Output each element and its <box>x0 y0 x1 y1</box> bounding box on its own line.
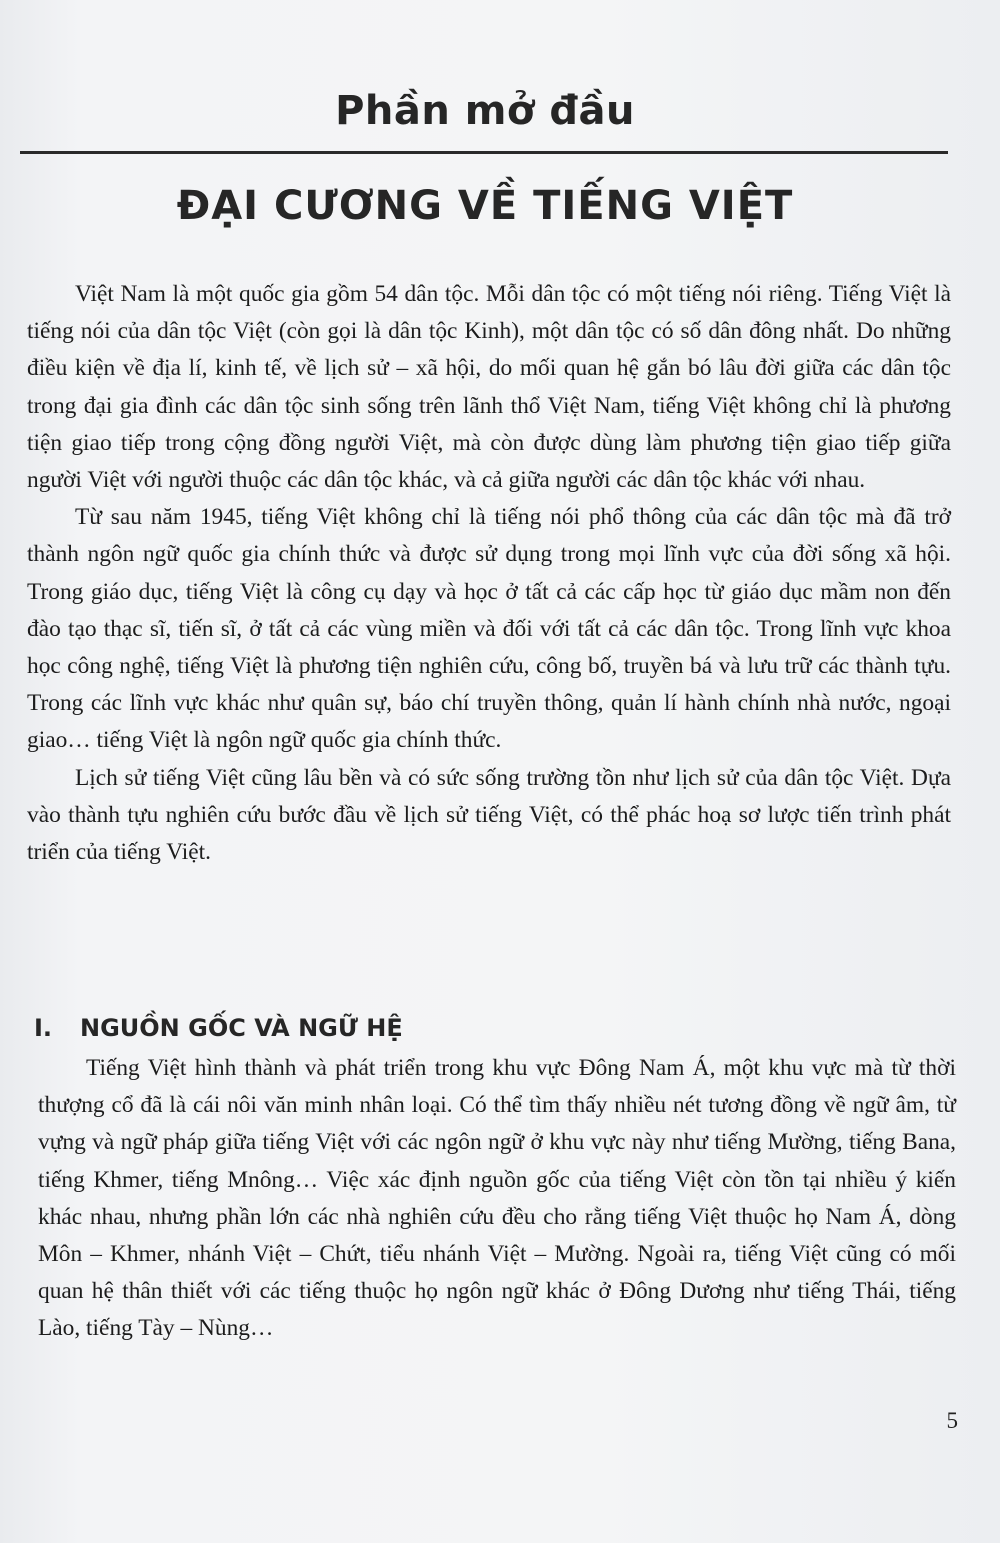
section-paragraph-1: Tiếng Việt hình thành và phát triển trong khu vực Đông Nam Á, một khu vực mà từ thời thượng cổ đã là cái nôi văn minh nhân loại. Có thể tìm thấy nhiều nét tương đồng về ngữ âm, từ vựng và ngữ pháp giữa tiếng Việt với các ngôn ngữ ở khu vực này như tiếng Mường, tiếng Bana, tiếng Khmer, tiếng Mnông… Việc xác định nguồn gốc của tiếng Việt còn tồn tại nhiều ý kiến khác nhau, nhưng phần lớn các nhà nghiên cứu đều cho rằng tiếng Việt thuộc họ Nam Á, dòng Môn – Khmer, nhánh Việt – Chứt, tiểu nhánh Việt – Mường. Ngoài ra, tiếng Việt cũng có mối quan hệ thân thiết với các tiếng thuộc họ ngôn ngữ khác ở Đông Dương như tiếng Thái, tiếng Lào, tiếng Tày – Nùng… <box>38 1055 956 1342</box>
intro-paragraph-3: Lịch sử tiếng Việt cũng lâu bền và có sức sống trường tồn như lịch sử của dân tộc Việt. Dựa vào thành tựu nghiên cứu bước đầu về lịch sử tiếng Việt, có thể phác hoạ sơ lược tiến trình phát triển của tiếng Việt. <box>27 764 951 866</box>
header-rule <box>20 151 948 154</box>
intro-paragraph-1: Việt Nam là một quốc gia gồm 54 dân tộc. Mỗi dân tộc có một tiếng nói riêng. Tiếng Việt là tiếng nói của dân tộc Việt (còn gọi là dân tộc Kinh), một dân tộc có số dân đông nhất. Do những điều kiện về địa lí, kinh tế, về lịch sử – xã hội, do mối quan hệ gắn bó lâu đời giữa các dân tộc trong đại gia đình các dân tộc sinh sống trên lãnh thổ Việt Nam, tiếng Việt không chỉ là phương tiện giao tiếp trong cộng đồng người Việt, mà còn được dùng làm phương tiện giao tiếp giữa người Việt với người thuộc các dân tộc khác, và cả giữa người các dân tộc khác với nhau. <box>27 281 951 494</box>
intro-paragraph-2: Từ sau năm 1945, tiếng Việt không chỉ là tiếng nói phổ thông của các dân tộc mà đã trở thành ngôn ngữ quốc gia chính thức và được sử dụng trong mọi lĩnh vực của đời sống xã hội. Trong giáo dục, tiếng Việt là công cụ dạy và học ở tất cả các cấp học từ giáo dục mầm non đến đào tạo thạc sĩ, tiến sĩ, ở tất cả các vùng miền và đối với tất cả các dân tộc. Trong lĩnh vực khoa học công nghệ, tiếng Việt là phương tiện nghiên cứu, công bố, truyền bá và lưu trữ các thành tựu. Trong các lĩnh vực khác như quân sự, báo chí truyền thông, quản lí hành chính nhà nước, ngoại giao… tiếng Việt là ngôn ngữ quốc gia chính thức. <box>27 504 951 754</box>
section-text <box>38 1050 956 1348</box>
section-number: I. <box>34 1014 53 1042</box>
section-heading <box>34 1014 403 1042</box>
part-title: Phần mở đầu <box>335 88 635 134</box>
page-number: 5 <box>946 1408 958 1433</box>
section-title: NGUỒN GỐC VÀ NGỮ HỆ <box>80 1014 403 1042</box>
intro-text <box>27 276 951 871</box>
chapter-title: ĐẠI CƯƠNG VỀ TIẾNG VIỆT <box>176 183 794 229</box>
